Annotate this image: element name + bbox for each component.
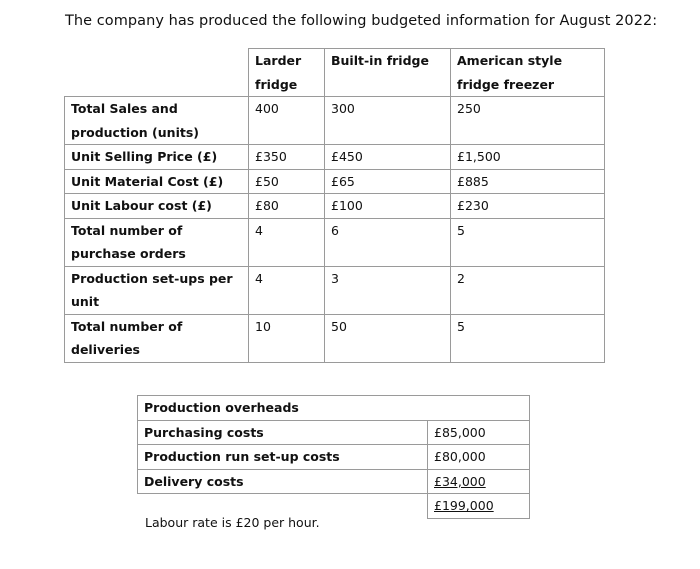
cell-value: 5: [451, 218, 605, 266]
cell-value: 300: [325, 97, 451, 145]
row-label-line: Total number of: [71, 318, 183, 334]
cell-value: £450: [325, 145, 451, 170]
total-value: £199,000: [428, 494, 530, 519]
row-label: [65, 97, 249, 145]
table-row: [65, 169, 605, 194]
header-line: Built-in fridge: [331, 53, 429, 68]
header-line: American style: [457, 53, 563, 68]
row-label-line: Total number of: [71, 222, 183, 238]
row-label: Purchasing costs: [138, 420, 428, 445]
cell-value: £885: [451, 169, 605, 194]
row-label-line: deliveries: [71, 342, 140, 357]
row-label: [65, 218, 249, 266]
table-row: [138, 445, 530, 470]
row-label-line: Production set-ups per: [71, 270, 233, 286]
table-row: [65, 218, 605, 266]
row-label-line: Total Sales and: [71, 101, 178, 116]
row-label: Production run set-up costs: [138, 445, 428, 470]
cell-value: £65: [325, 169, 451, 194]
cell-value: £80: [249, 194, 325, 219]
row-label: Unit Selling Price (£): [65, 145, 249, 170]
cell-value: 5: [451, 314, 605, 362]
cell-value: £230: [451, 194, 605, 219]
cell-value: £350: [249, 145, 325, 170]
row-label-line: unit: [71, 294, 100, 309]
table-row: [138, 420, 530, 445]
row-label-line: purchase orders: [71, 246, 186, 261]
overheads-title: Production overheads: [138, 396, 530, 421]
cell-value: £80,000: [428, 445, 530, 470]
intro-text: The company has produced the following budgeted information for August 2022:: [65, 13, 658, 29]
row-label: Delivery costs: [138, 469, 428, 494]
row-label: [65, 266, 249, 314]
row-label: Unit Material Cost (£): [65, 169, 249, 194]
overheads-title-row: [138, 396, 530, 421]
cell-value: 2: [451, 266, 605, 314]
cell-value: £1,500: [451, 145, 605, 170]
cell-value: 6: [325, 218, 451, 266]
table-row: [65, 97, 605, 145]
row-label: Unit Labour cost (£): [65, 194, 249, 219]
cell-value: 250: [451, 97, 605, 145]
cell-value: £100: [325, 194, 451, 219]
budget-table: [64, 48, 605, 363]
header-line: Larder: [255, 53, 302, 68]
cell-value: £50: [249, 169, 325, 194]
table-header-row: [65, 49, 605, 97]
row-label-line: production (units): [71, 124, 199, 140]
table-row: [65, 314, 605, 362]
header-blank-cell: [65, 49, 249, 97]
table-row: [65, 194, 605, 219]
overheads-table: [137, 395, 530, 519]
header-line: fridge freezer: [457, 76, 555, 92]
cell-value: £85,000: [428, 420, 530, 445]
header-larder-fridge: [249, 49, 325, 97]
cell-value: 10: [249, 314, 325, 362]
header-line: fridge: [255, 76, 298, 92]
table-row: [65, 145, 605, 170]
table-row: [138, 469, 530, 494]
cell-value: 50: [325, 314, 451, 362]
row-label: [65, 314, 249, 362]
cell-value: 4: [249, 218, 325, 266]
header-american-fridge-freezer: [451, 49, 605, 97]
labour-rate-note: Labour rate is £20 per hour.: [145, 515, 320, 530]
cell-value: 400: [249, 97, 325, 145]
header-built-in-fridge: [325, 49, 451, 97]
cell-value: 4: [249, 266, 325, 314]
table-row: [65, 266, 605, 314]
cell-value: £34,000: [428, 469, 530, 494]
cell-value: 3: [325, 266, 451, 314]
